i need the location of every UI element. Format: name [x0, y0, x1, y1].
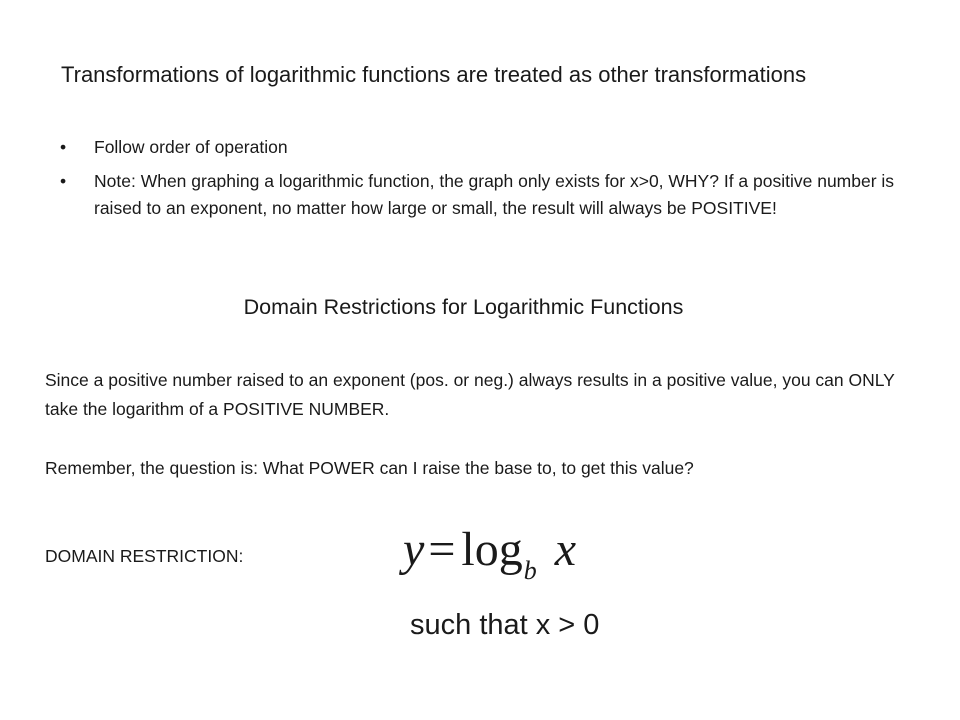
- domain-restriction-label: DOMAIN RESTRICTION:: [45, 546, 244, 566]
- domain-condition: such that x > 0: [410, 609, 600, 641]
- formula-log: log: [461, 523, 523, 576]
- formula-lhs: y: [403, 523, 425, 576]
- positive-number-paragraph: Since a positive number raised to an exponent (pos. or neg.) always results in a positive value, you can ONLY take the logarithm of a POSITIVE NUMBER.: [45, 370, 895, 419]
- bullet-marker: •: [60, 171, 67, 191]
- formula-base: b: [523, 556, 537, 585]
- log-formula: [403, 518, 576, 589]
- question-paragraph: Remember, the question is: What POWER can I raise the base to, to get this value?: [45, 458, 694, 478]
- formula-equals: =: [428, 523, 456, 576]
- bullet-item: [60, 134, 906, 161]
- bullet-marker: •: [60, 137, 67, 157]
- bullet-text: Follow order of operation: [94, 137, 288, 157]
- bullet-list: [60, 134, 906, 229]
- formula-arg: x: [554, 523, 577, 576]
- section-heading: Domain Restrictions for Logarithmic Functions: [243, 295, 684, 319]
- slide-title: Transformations of logarithmic functions are treated as other transformations: [61, 62, 807, 87]
- bullet-text: Note: When graphing a logarithmic function, the graph only exists for x>0, WHY? If a positive number is raised to an exponent, no matter how large or small, the result will always be POSITIVE!: [94, 171, 895, 218]
- bullet-item: [60, 168, 906, 222]
